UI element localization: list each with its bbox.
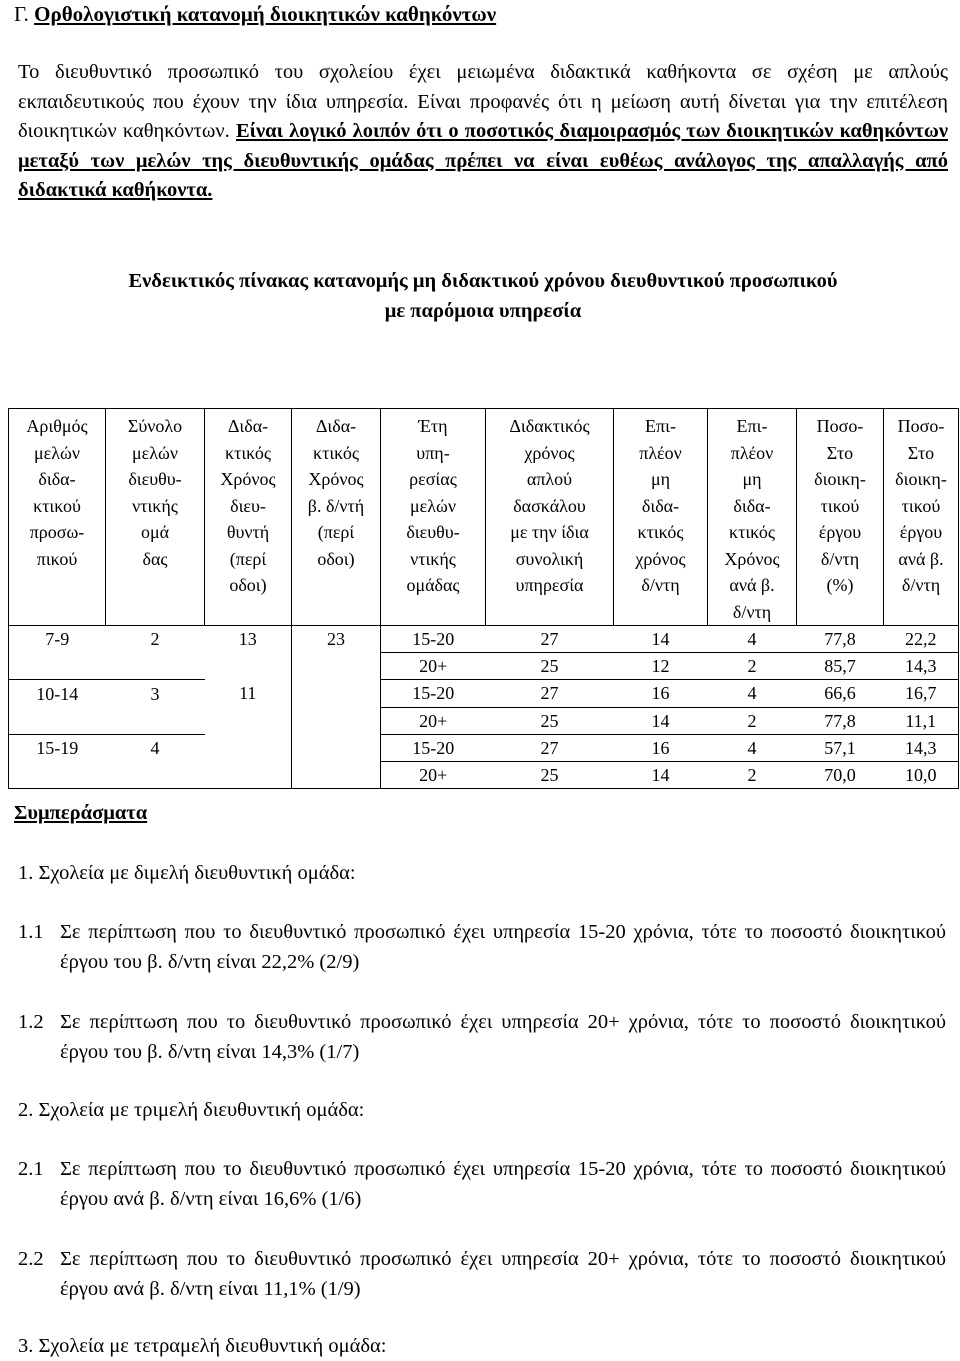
header-line: δ/ντη [641, 575, 680, 595]
members-cell: 15-19 [9, 734, 106, 761]
header-line: διδα- [641, 495, 680, 516]
conclusions-title: Συμπεράσματα [14, 802, 148, 824]
extra-director-cell: 12 [614, 653, 708, 680]
header-line: β. δ/ντή [307, 495, 365, 516]
years-cell: 20+ [381, 707, 486, 734]
header-line: οδοι) [317, 548, 355, 569]
header-line: χρόνος [635, 548, 686, 569]
pct-director-cell: 77,8 [797, 626, 884, 653]
header-line: ντικής [410, 548, 456, 569]
section-letter: Γ. [14, 2, 29, 26]
extra-deputy-cell: 2 [708, 761, 797, 788]
conclusion-2-1 [18, 1154, 946, 1214]
header-line: έργου [899, 522, 943, 542]
allocation-table [8, 408, 959, 789]
header-line: μη [650, 469, 671, 489]
total-cell: 2 [150, 629, 160, 650]
conclusion-2-2 [18, 1244, 946, 1304]
header-line: πικού [36, 548, 78, 569]
header-line: προσω- [29, 522, 85, 542]
header-line: δ/ντη [732, 601, 772, 622]
intro-paragraph [18, 58, 948, 206]
extra-director-cell: 16 [614, 734, 708, 761]
header-line: πλέον [730, 442, 774, 463]
intro-text: Το διευθυντικό προσωπικό του σχολείου έχει μειωμένα διδακτικά καθήκοντα σε σχέση με απλούς εκπαιδευτικούς που έχουν την ίδια υπηρεσία. Είναι προφανές ότι η μείωση αυτή δίνεται για την επιτέλεση διοικητικών καθηκόντων. [18, 61, 948, 142]
teacher-time-cell: 27 [486, 734, 614, 761]
header-line: διευ- [230, 495, 266, 516]
header-line: Διδακτικός [509, 416, 590, 436]
years-cell: 15-20 [381, 626, 486, 653]
header-line: πλέον [639, 442, 682, 463]
table-row [9, 653, 959, 680]
deputy-time-cell: 23 [292, 626, 381, 653]
header-line: Έτη [418, 416, 448, 436]
extra-deputy-cell: 2 [708, 653, 797, 680]
header-line: ομά [140, 522, 170, 542]
table-row [9, 707, 959, 734]
section-title: Ορθολογιστική κατανομή διοικητικών καθηκόντων [34, 2, 497, 26]
header-line: Ποσο- [816, 416, 864, 436]
header-line: κτικού [33, 495, 81, 516]
header-line: ρεσίας [409, 469, 457, 489]
extra-deputy-cell: 4 [708, 680, 797, 707]
pct-director-cell: 85,7 [797, 653, 884, 680]
table-caption-line2: με παρόμοια υπηρεσία [384, 300, 582, 322]
header-cell [884, 409, 959, 626]
extra-director-cell: 16 [614, 680, 708, 707]
item-number: 2.1 [18, 1158, 44, 1180]
teacher-time-cell: 25 [486, 707, 614, 734]
pct-deputy-cell: 14,3 [884, 734, 959, 761]
pct-deputy-cell: 11,1 [884, 707, 959, 734]
extra-deputy-cell: 4 [708, 734, 797, 761]
years-cell: 20+ [381, 653, 486, 680]
header-line: Επι- [736, 416, 768, 436]
director-time-cell: 11 [205, 680, 292, 707]
item-text: Σε περίπτωση που το διευθυντικό προσωπικό έχει υπηρεσία 20+ χρόνια, τότε το ποσοστό διοικητικού έργου ανά β. δ/ντη είναι 11,1% (1/9) [60, 1248, 946, 1300]
header-line: (%) [826, 575, 854, 595]
header-line: τικού [901, 495, 941, 516]
pct-deputy-cell: 10,0 [884, 761, 959, 788]
header-line: δασκάλου [513, 495, 586, 516]
table-caption-line1: Ενδεικτικός πίνακας κατανομής μη διδακτικού χρόνου διευθυντικού προσωπικού [128, 270, 838, 292]
years-cell: 15-20 [381, 734, 486, 761]
header-line: Ποσο- [897, 416, 945, 436]
extra-deputy-cell: 4 [708, 626, 797, 653]
header-line: Αριθμός [26, 416, 88, 436]
header-cell [292, 409, 381, 626]
item-number: 1.2 [18, 1011, 44, 1033]
extra-director-cell: 14 [614, 626, 708, 653]
pct-director-cell: 70,0 [797, 761, 884, 788]
intro-emphasis: Είναι λογικό λοιπόν ότι ο ποσοτικός διαμοιρασμός των διοικητικών καθηκόντων μεταξύ των μελών της διευθυντικής ομάδας πρέπει να είναι ευθέως ανάλογος της απαλλαγής από διδακτικά καθήκοντα. [18, 120, 948, 201]
header-line: διοικη- [895, 469, 947, 489]
header-line: κτικός [729, 522, 775, 542]
header-line: διευθυ- [406, 522, 460, 542]
header-line: Χρόνος [220, 469, 276, 489]
table-row [9, 734, 959, 761]
header-cell [486, 409, 614, 626]
header-line: ομάδας [406, 575, 460, 595]
header-line: μελών [410, 495, 456, 516]
header-line: απλού [526, 469, 573, 489]
header-line: κτικός [225, 442, 271, 463]
header-line: μελών [34, 442, 80, 463]
conclusion-1-2 [18, 1007, 946, 1067]
item-text: Σε περίπτωση που το διευθυντικό προσωπικό έχει υπηρεσία 15-20 χρόνια, τότε το ποσοστό διοικητικού έργου ανά β. δ/ντη είναι 16,6% (1/6) [60, 1158, 946, 1210]
header-line: μη [742, 469, 762, 489]
item-number: 2.2 [18, 1248, 44, 1270]
pct-deputy-cell: 16,7 [884, 680, 959, 707]
header-line: δ/ντη [820, 548, 860, 569]
table-row [9, 626, 959, 653]
members-cell: 7-9 [9, 626, 106, 653]
pct-deputy-cell: 14,3 [884, 653, 959, 680]
header-cell [797, 409, 884, 626]
teacher-time-cell: 27 [486, 680, 614, 707]
extra-director-cell: 14 [614, 761, 708, 788]
table-header-row [9, 409, 959, 626]
header-line: υπηρεσία [515, 575, 584, 595]
item-text: Σε περίπτωση που το διευθυντικό προσωπικό έχει υπηρεσία 20+ χρόνια, τότε το ποσοστό διοικητικού έργου του β. δ/ντη είναι 14,3% (1/7) [60, 1011, 946, 1063]
header-line: Διδα- [227, 416, 269, 436]
header-line: δ/ντη [901, 575, 941, 595]
conclusion-1-1 [18, 917, 946, 977]
header-line: (περί [317, 522, 355, 542]
header-line: μελών [132, 442, 178, 463]
section-2-heading: 2. Σχολεία με τριμελή διευθυντική ομάδα: [18, 1099, 365, 1121]
header-line: υπη- [416, 442, 450, 463]
header-line: κτικός [637, 522, 684, 542]
header-line: Χρόνος [308, 469, 364, 489]
header-cell [614, 409, 708, 626]
header-line: διδα- [733, 495, 771, 516]
header-line: θυντή [226, 522, 270, 542]
header-line: συνολική [515, 548, 584, 569]
pct-director-cell: 66,6 [797, 680, 884, 707]
years-cell: 20+ [381, 761, 486, 788]
pct-deputy-cell: 22,2 [884, 626, 959, 653]
header-cell [708, 409, 797, 626]
header-line: κτικός [313, 442, 359, 463]
header-cell [205, 409, 292, 626]
header-line: Χρόνος [724, 548, 780, 569]
header-line: έργου [818, 522, 862, 542]
teacher-time-cell: 27 [486, 626, 614, 653]
total-cell: 3 [150, 683, 160, 704]
header-line: δας [142, 548, 168, 569]
header-line: οδοι) [229, 575, 267, 595]
table-row [9, 761, 959, 788]
pct-director-cell: 77,8 [797, 707, 884, 734]
header-line: Στο [907, 442, 935, 463]
section-heading [14, 2, 944, 26]
extra-deputy-cell: 2 [708, 707, 797, 734]
header-line: ανά β. [729, 575, 775, 595]
header-line: Επι- [645, 416, 676, 436]
header-line: διδα- [38, 469, 76, 489]
table-row [9, 680, 959, 707]
section-1-heading: 1. Σχολεία με διμελή διευθυντική ομάδα: [18, 862, 356, 884]
pct-director-cell: 57,1 [797, 734, 884, 761]
teacher-time-cell: 25 [486, 653, 614, 680]
extra-director-cell: 14 [614, 707, 708, 734]
header-line: με την ίδια [510, 522, 589, 542]
header-line: χρόνος [524, 442, 575, 463]
header-line: Στο [826, 442, 854, 463]
header-cell [381, 409, 486, 626]
director-time-cell: 13 [205, 626, 292, 653]
header-cell [106, 409, 205, 626]
header-line: Σύνολο [127, 416, 183, 436]
header-line: τικού [820, 495, 860, 516]
teacher-time-cell: 25 [486, 761, 614, 788]
item-number: 1.1 [18, 921, 44, 943]
header-line: διευθυ- [128, 469, 182, 489]
years-cell: 15-20 [381, 680, 486, 707]
header-line: ανά β. [898, 548, 944, 569]
header-line: διοικη- [814, 469, 866, 489]
header-line: ντικής [132, 495, 178, 516]
header-line: Διδα- [315, 416, 357, 436]
header-line: (περί [229, 548, 267, 569]
members-cell: 10-14 [9, 680, 106, 707]
header-cell [9, 409, 106, 626]
section-3-heading: 3. Σχολεία με τετραμελή διευθυντική ομάδα: [18, 1335, 387, 1357]
total-cell: 4 [150, 738, 160, 759]
item-text: Σε περίπτωση που το διευθυντικό προσωπικό έχει υπηρεσία 15-20 χρόνια, τότε το ποσοστό διοικητικού έργου του β. δ/ντη είναι 22,2% (2/9) [60, 921, 946, 973]
table-caption [18, 266, 948, 326]
